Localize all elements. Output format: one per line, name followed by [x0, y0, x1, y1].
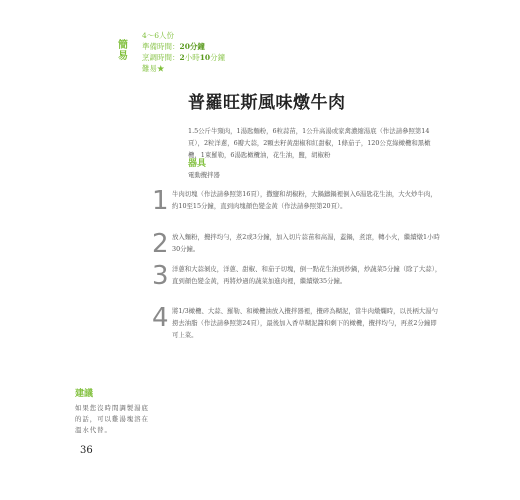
step-text: 放入麵粉，攪拌均勻，煮2或3分鐘，加入切片蒜苗和高湯，蓋鍋，煮滾，轉小火，繼續燉1小時30分鐘。 — [172, 233, 440, 253]
tip-text: 如果您沒時間調製湯底的話，可以雞湯塊溶在溫水代替。 — [75, 404, 149, 434]
page-number: 36 — [80, 445, 93, 456]
cook-time-line — [142, 52, 225, 63]
star-icon: ★ — [157, 64, 165, 73]
cook-time-label: 烹調時間： — [142, 53, 180, 62]
difficulty-label: 難易 — [142, 64, 157, 73]
servings-line: 4～6人份 — [142, 31, 175, 40]
step-number: 4 — [152, 303, 169, 333]
cook-time-hours-unit: 小時 — [184, 53, 200, 62]
step-number: 2 — [152, 229, 169, 259]
difficulty-side-label: 簡易 — [118, 40, 128, 62]
tip-title: 建議 — [75, 389, 94, 399]
prep-time-value: 20分鐘 — [179, 42, 205, 51]
step-number: 1 — [152, 186, 169, 216]
step-text: 將1/3橄欖、大蒜、羅勒、和橄欖油放入攪拌器裡，攪碎為糊泥，當牛肉燉爛時，以長柄大湯勺撈去油脂（作法請參照第24頁），最後加入香草糊泥醬和剩下的橄欖，攪拌均勻，再煮2分鐘即可上菜。 — [172, 307, 438, 339]
tools-heading: 器具 — [188, 159, 207, 169]
ingredients-list: 1.5公斤牛頸肉，1湯匙麵粉，6粒蒜苗，1公升高湯或家禽濃縮湯底（作法請參照第14頁），2粒洋蔥，6瓣大蒜，2顆去籽黃甜椒和紅甜椒，1條茄子，120公克綠橄欖和黑橄欖，1束羅勒，6湯匙橄欖油，花生油，鹽，胡椒粉 — [188, 127, 431, 159]
tip-sidenote — [75, 386, 155, 436]
prep-time-label: 準備時間： — [142, 42, 180, 51]
step-text: 牛肉切塊（作法請參照第16頁），撒鹽和胡椒粉，大鍋鑄鍋裡倒入6湯匙花生油，大火炒牛肉，約10至15分鐘，直到肉塊顏色變金黃（作法請參照第20頁）。 — [172, 190, 437, 210]
difficulty-line — [142, 63, 225, 74]
recipe-title: 普羅旺斯風味燉牛肉 — [188, 93, 346, 113]
step-number: 3 — [152, 261, 169, 291]
step-text: 洋蔥和大蒜剝皮，洋蔥、甜椒、和茄子切塊，倒一點花生油到炒鍋，炒蔬菜5分鐘（除了大蒜），直到顏色變金黃，再將炒過的蔬菜加進肉裡，繼續燉35分鐘。 — [172, 265, 442, 285]
tools-text: 電動攪拌器 — [188, 171, 220, 179]
prep-time-line — [142, 41, 225, 52]
cook-time-minutes: 10 — [199, 53, 211, 62]
recipe-info-lines — [142, 30, 225, 74]
cook-time-minutes-unit: 分鐘 — [210, 53, 226, 62]
cook-time-hours: 2 — [179, 53, 185, 62]
